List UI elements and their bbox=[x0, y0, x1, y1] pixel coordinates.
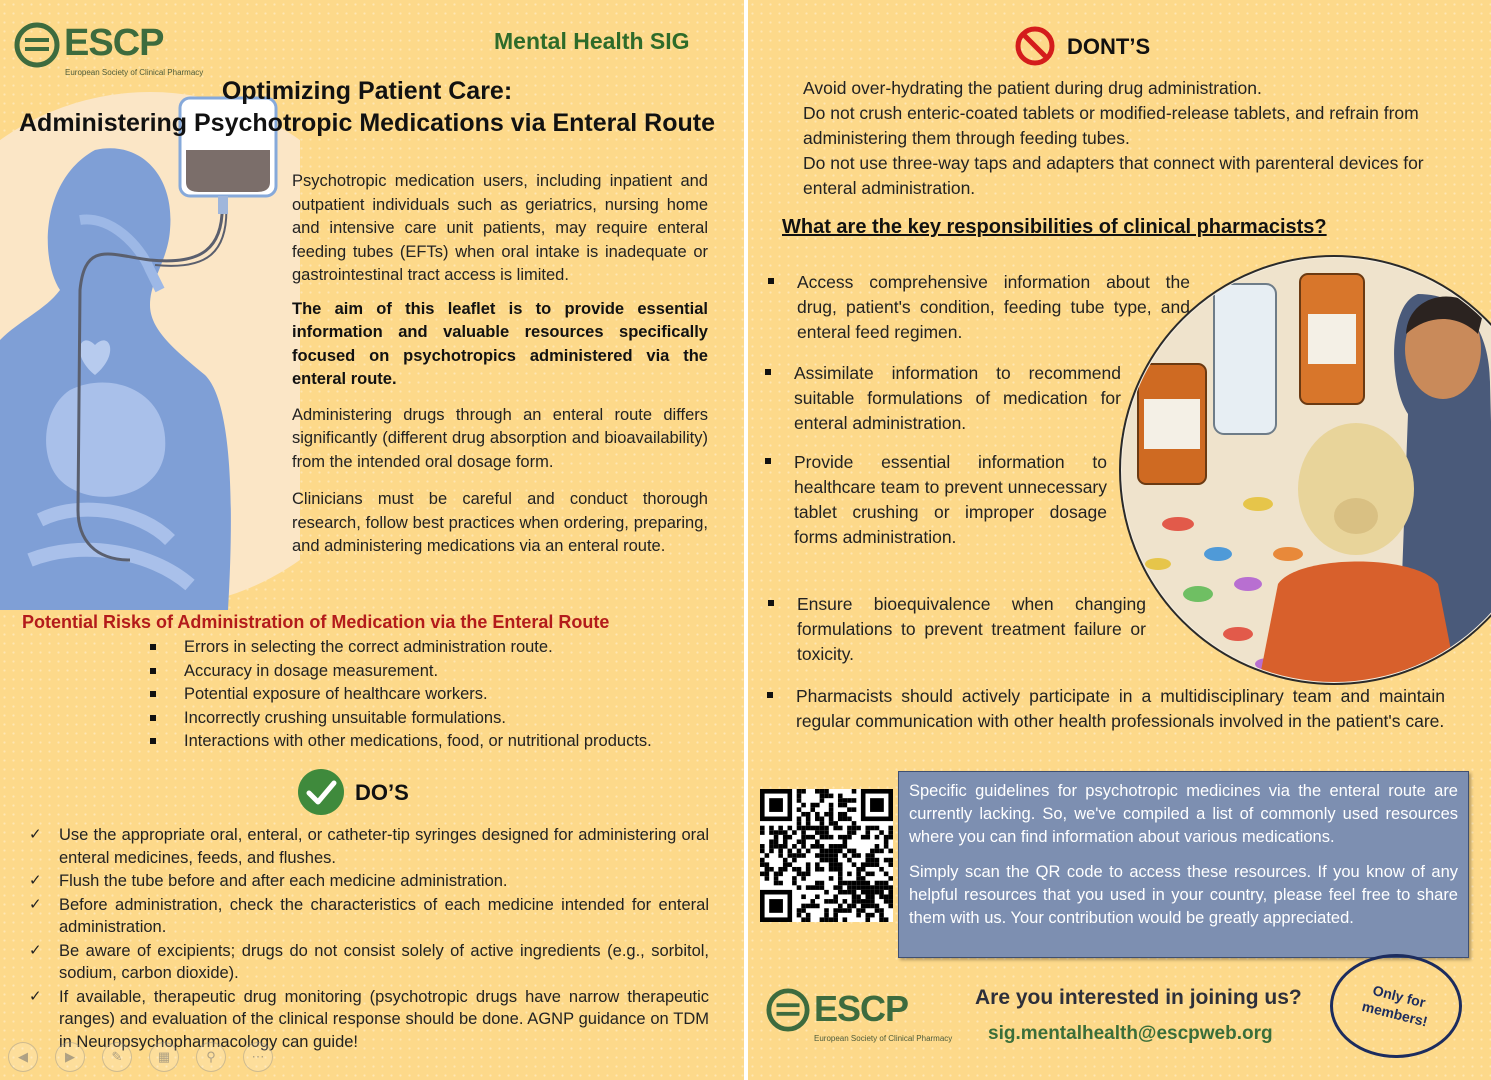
responsibilities-title: What are the key responsibilities of clinical pharmacists? bbox=[782, 216, 1327, 238]
responsibility-item bbox=[768, 270, 1190, 345]
risk-item: Interactions with other medications, food, or nutritional products. bbox=[184, 730, 724, 754]
risk-item: Accuracy in dosage measurement. bbox=[184, 660, 724, 684]
info-paragraph-1: Specific guidelines for psychotropic medicines via the enteral route are currently lacking. So, we've compiled a list of commonly used resources where you can find information about various medications. bbox=[909, 782, 1458, 846]
do-item: ✓ If available, therapeutic drug monitoring (psychotropic drugs have narrow therapeutic ranges) and evaluation of the clinical response should be done. AGNP guidance on TDM in Neuropsychopharmacology can guide! bbox=[27, 986, 709, 1054]
members-stamp-text: Only for members! bbox=[1360, 982, 1430, 1030]
responsibility-text: Access comprehensive information about the drug, patient's condition, feeding tube type, and enteral feed regimen. bbox=[797, 272, 1190, 342]
responsibility-item bbox=[765, 361, 1121, 436]
dont-item: Avoid over-hydrating the patient during drug administration. bbox=[803, 78, 1262, 98]
responsibility-item bbox=[765, 450, 1107, 550]
escp-logo-icon bbox=[766, 988, 810, 1032]
logo-subtitle: European Society of Clinical Pharmacy bbox=[65, 68, 204, 77]
right-page bbox=[748, 0, 1491, 1080]
pen-tool-button[interactable]: ✎ bbox=[102, 1042, 132, 1072]
dont-item: Do not use three-way taps and adapters that connect with parenteral devices for enteral administration. bbox=[803, 153, 1424, 198]
logo-text: ESCP bbox=[64, 22, 164, 64]
aim-paragraph: The aim of this leaflet is to provide essential information and valuable resources specifically focused on psychotropics administered via the enteral route. bbox=[292, 299, 708, 388]
responsibility-item bbox=[767, 684, 1445, 734]
do-item: ✓ Use the appropriate oral, enteral, or catheter-tip syringes designed for administering oral enteral medicines, feeds, and flushes. bbox=[27, 824, 709, 869]
intro-text-block bbox=[292, 170, 708, 559]
donts-list bbox=[803, 76, 1463, 201]
do-item: ✓ Before administration, check the characteristics of each medicine intended for enteral administration. bbox=[27, 894, 709, 939]
differs-paragraph: Administering drugs through an enteral route differs significantly (different drug absorption and bioavailability) from the intended oral dosage form. bbox=[292, 405, 708, 471]
more-options-button[interactable]: ⋯ bbox=[243, 1042, 273, 1072]
dos-list bbox=[27, 824, 709, 1054]
qr-code-icon[interactable] bbox=[760, 789, 893, 922]
escp-logo-bottom bbox=[766, 984, 976, 1046]
left-page bbox=[0, 0, 744, 1080]
risk-item: Incorrectly crushing unsuitable formulations. bbox=[184, 707, 724, 731]
escp-logo-icon bbox=[14, 22, 60, 68]
zoom-button[interactable]: ⚲ bbox=[196, 1042, 226, 1072]
resources-info-box bbox=[898, 771, 1469, 958]
title-line-1: Optimizing Patient Care: bbox=[221, 77, 513, 105]
do-item: ✓ Flush the tube before and after each medicine administration. bbox=[27, 870, 709, 893]
dos-title: DO’S bbox=[355, 780, 409, 805]
page-title bbox=[0, 75, 744, 139]
iv-bag-body-illustration bbox=[0, 90, 300, 610]
dont-item: Do not crush enteric-coated tablets or modified-release tablets, and refrain from administering them through feeding tubes. bbox=[803, 103, 1419, 148]
join-question: Are you interested in joining us? bbox=[975, 986, 1302, 1009]
risks-list bbox=[184, 636, 724, 754]
responsibility-text: Assimilate information to recommend suitable formulations of medication for enteral administration. bbox=[794, 363, 1121, 433]
responsibility-text: Ensure bioequivalence when changing formulations to prevent treatment failure or toxicity. bbox=[797, 594, 1146, 664]
next-slide-button[interactable]: ▶ bbox=[55, 1042, 85, 1072]
all-slides-button[interactable]: ▦ bbox=[149, 1042, 179, 1072]
donts-title: DONT’S bbox=[1067, 34, 1151, 59]
contact-email[interactable]: sig.mentalhealth@escpweb.org bbox=[988, 1023, 1273, 1044]
sig-title: Mental Health SIG bbox=[494, 28, 690, 54]
responsibility-text: Pharmacists should actively participate in a multidisciplinary team and maintain regular communication with other health professionals involved in the patient's care. bbox=[796, 686, 1445, 731]
clinicians-paragraph: Clinicians must be careful and conduct thorough research, follow best practices when ordering, preparing, and administering medications via an enteral route. bbox=[292, 490, 708, 555]
title-line-2: Administering Psychotropic Medications via Enteral Route bbox=[19, 109, 715, 137]
info-paragraph-2: Simply scan the QR code to access these resources. If you know of any helpful resources that you used in your country, please feel free to share them with us. Your contribution would be greatly appreciated. bbox=[909, 863, 1458, 927]
members-only-stamp bbox=[1330, 954, 1462, 1058]
responsibility-text: Provide essential information to healthcare team to prevent unnecessary tablet crushing or improper dosage forms administration. bbox=[794, 452, 1107, 547]
escp-logo bbox=[14, 20, 224, 80]
logo-subtitle: European Society of Clinical Pharmacy bbox=[814, 1034, 953, 1043]
responsibility-item bbox=[768, 592, 1146, 667]
risks-title: Potential Risks of Administration of Medication via the Enteral Route bbox=[22, 612, 610, 632]
do-check-icon bbox=[297, 768, 345, 816]
intro-paragraph: Psychotropic medication users, including inpatient and outpatient individuals such as geriatrics, nursing home and intensive care unit patients, may require enteral feeding tubes (EFTs) when oral intake is inadequate or gastrointestinal tract access is limited. bbox=[292, 172, 708, 284]
logo-text: ESCP bbox=[814, 988, 909, 1029]
risk-item: Errors in selecting the correct administration route. bbox=[184, 636, 724, 660]
do-item: ✓ Be aware of excipients; drugs do not consist solely of active ingredients (e.g., sorbitol, sodium, carbon dioxide). bbox=[27, 940, 709, 985]
dont-prohibit-icon bbox=[1015, 26, 1055, 66]
risk-item: Potential exposure of healthcare workers. bbox=[184, 683, 724, 707]
prev-slide-button[interactable]: ◀ bbox=[8, 1042, 38, 1072]
